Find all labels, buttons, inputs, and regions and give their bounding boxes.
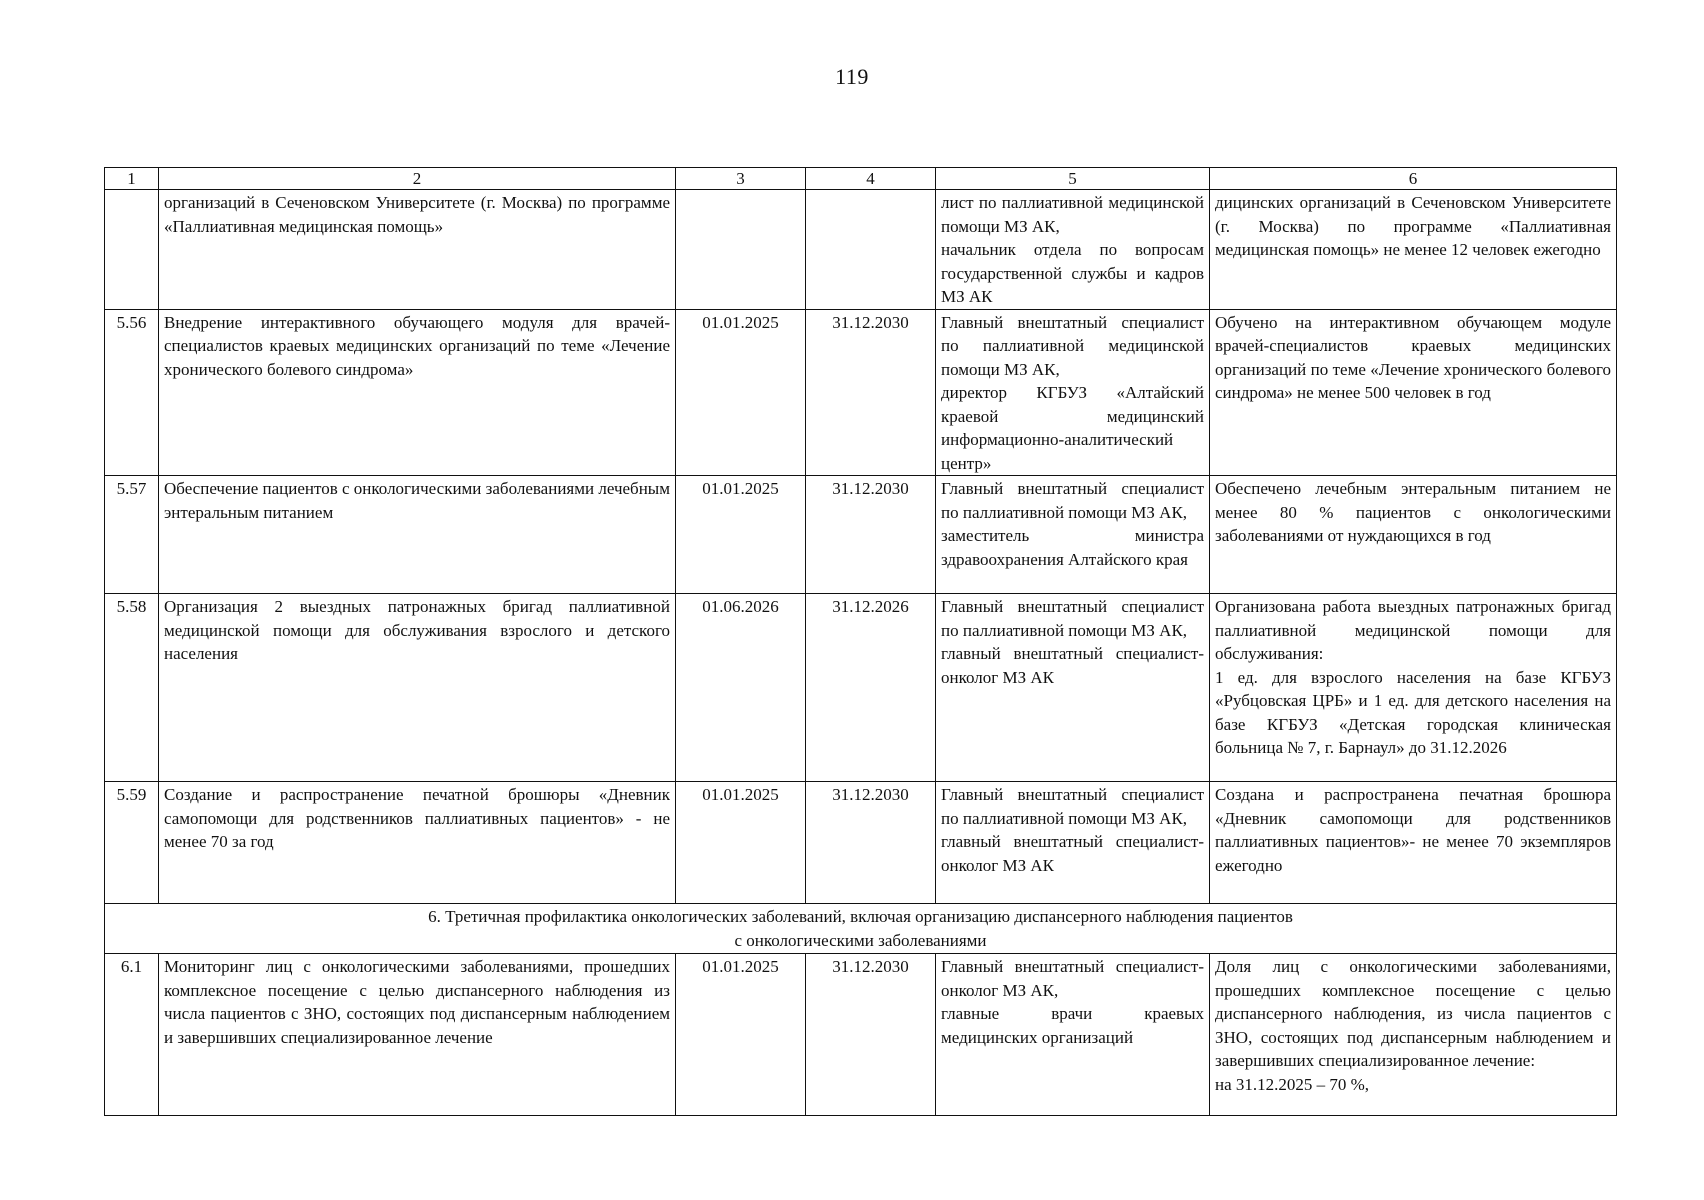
task-cell: Организация 2 выездных патронажных бригад паллиативной медицинской помощи для обслуживания взрослого и детского населения [159, 594, 676, 782]
end-date-cell [806, 190, 936, 310]
column-header: 1 [105, 168, 159, 190]
result-cell: Создана и распространена печатная брошюра «Дневник самопомощи для родственников паллиативных пациентов»- не менее 70 экземпляров ежегодно [1210, 782, 1617, 904]
end-date-cell: 31.12.2026 [806, 594, 936, 782]
plan-table [104, 167, 1617, 1116]
section-heading [105, 904, 1617, 954]
row-number: 5.58 [105, 594, 159, 782]
column-header: 3 [676, 168, 806, 190]
table-row [105, 476, 1617, 594]
start-date-cell [676, 190, 806, 310]
result-cell: дицинских организаций в Сеченовском Университете (г. Москва) по программе «Паллиативная медицинская помощь» не менее 12 человек ежегодно [1210, 190, 1617, 310]
task-cell: Мониторинг лиц с онкологическими заболеваниями, прошедших комплексное посещение с целью диспансерного наблюдения из числа пациентов с ЗНО, состоящих под диспансерным наблюдением и завершивших специализированное лечение [159, 954, 676, 1116]
column-header: 5 [936, 168, 1210, 190]
responsible-cell: Главный внештатный специалист по паллиативной помощи МЗ АК, главный внештатный специалист-онколог МЗ АК [936, 594, 1210, 782]
responsible-cell: Главный внештатный специалист-онколог МЗ АК, главные врачи краевых медицинских организаций [936, 954, 1210, 1116]
row-number: 6.1 [105, 954, 159, 1116]
row-number: 5.59 [105, 782, 159, 904]
result-cell: Доля лиц с онкологическими заболеваниями, прошедших комплексное посещение с целью диспансерного наблюдения, из числа пациентов с ЗНО, состоящих под диспансерным наблюдением и завершивших специализированное лечение: на 31.12.2025 – 70 %, [1210, 954, 1617, 1116]
table-header-row [105, 168, 1617, 190]
start-date-cell: 01.01.2025 [676, 954, 806, 1116]
table-row [105, 190, 1617, 310]
table-row [105, 594, 1617, 782]
row-number: 5.57 [105, 476, 159, 594]
start-date-cell: 01.01.2025 [676, 782, 806, 904]
table-row [105, 309, 1617, 476]
task-cell: Создание и распространение печатной брошюры «Дневник самопомощи для родственников паллиативных пациентов» - не менее 70 за год [159, 782, 676, 904]
start-date-cell: 01.01.2025 [676, 309, 806, 476]
section-heading-line: с онкологическими заболеваниями [734, 931, 987, 950]
responsible-cell: Главный внештатный специалист по паллиативной медицинской помощи МЗ АК, директор КГБУЗ «Алтайский краевой медицинский информационно-аналитический центр» [936, 309, 1210, 476]
responsible-cell: Главный внештатный специалист по паллиативной помощи МЗ АК, заместитель министра здравоохранения Алтайского края [936, 476, 1210, 594]
table-row [105, 954, 1617, 1116]
responsible-cell: лист по паллиативной медицинской помощи МЗ АК, начальник отдела по вопросам государственной службы и кадров МЗ АК [936, 190, 1210, 310]
task-cell: организаций в Сеченовском Университете (г. Москва) по программе «Паллиативная медицинская помощь» [159, 190, 676, 310]
column-header: 2 [159, 168, 676, 190]
page-number: 119 [835, 64, 869, 89]
start-date-cell: 01.06.2026 [676, 594, 806, 782]
result-cell: Организована работа выездных патронажных бригад паллиативной медицинской помощи для обслуживания: 1 ед. для взрослого населения на базе КГБУЗ «Рубцовская ЦРБ» и 1 ед. для детского населения на базе КГБУЗ «Детская городская клиническая больница № 7, г. Барнаул» до 31.12.2026 [1210, 594, 1617, 782]
row-number: 5.56 [105, 309, 159, 476]
section-heading-row [105, 904, 1617, 954]
result-cell: Обеспечено лечебным энтеральным питанием не менее 80 % пациентов с онкологическими заболеваниями от нуждающихся в год [1210, 476, 1617, 594]
table-row [105, 782, 1617, 904]
result-cell: Обучено на интерактивном обучающем модуле врачей-специалистов краевых медицинских организаций по теме «Лечение хронического болевого синдрома» не менее 500 человек в год [1210, 309, 1617, 476]
end-date-cell: 31.12.2030 [806, 954, 936, 1116]
end-date-cell: 31.12.2030 [806, 782, 936, 904]
column-header: 6 [1210, 168, 1617, 190]
section-heading-line: 6. Третичная профилактика онкологических заболеваний, включая организацию диспансерного наблюдения пациентов [428, 907, 1293, 926]
column-header: 4 [806, 168, 936, 190]
end-date-cell: 31.12.2030 [806, 309, 936, 476]
task-cell: Внедрение интерактивного обучающего модуля для врачей-специалистов краевых медицинских организаций по теме «Лечение хронического болевого синдрома» [159, 309, 676, 476]
start-date-cell: 01.01.2025 [676, 476, 806, 594]
row-number [105, 190, 159, 310]
end-date-cell: 31.12.2030 [806, 476, 936, 594]
task-cell: Обеспечение пациентов с онкологическими заболеваниями лечебным энтеральным питанием [159, 476, 676, 594]
responsible-cell: Главный внештатный специалист по паллиативной помощи МЗ АК, главный внештатный специалист-онколог МЗ АК [936, 782, 1210, 904]
